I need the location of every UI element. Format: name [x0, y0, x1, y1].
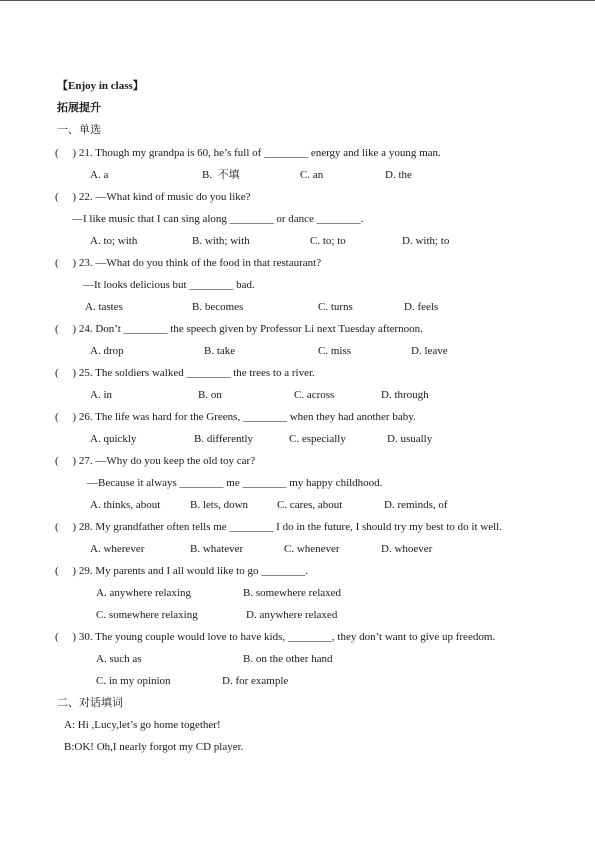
q29-option-d[interactable]: D. anywhere relaxed: [246, 609, 338, 621]
q23-option-c[interactable]: C. turns: [318, 301, 353, 313]
question-23-stem: ( ) 23. —What do you think of the food in that restaurant?: [55, 257, 322, 269]
question-26-stem: ( ) 26. The life was hard for the Greens, ________ when they had another baby.: [55, 411, 416, 423]
q25-option-b[interactable]: B. on: [198, 389, 222, 401]
q26-option-d[interactable]: D. usually: [387, 433, 433, 445]
q27-option-a[interactable]: A. thinks, about: [90, 499, 161, 511]
enjoy-in-class-heading: 【Enjoy in class】: [57, 80, 144, 92]
q24-option-a[interactable]: A. drop: [90, 345, 124, 357]
question-23-response: —It looks delicious but ________ bad.: [83, 279, 255, 291]
q27-option-d[interactable]: D. reminds, of: [384, 499, 448, 511]
q21-option-a[interactable]: A. a: [90, 169, 109, 181]
q25-option-c[interactable]: C. across: [294, 389, 335, 401]
q30-option-a[interactable]: A. such as: [96, 653, 142, 665]
section-single-choice-heading: 一、单选: [57, 124, 101, 136]
q29-option-a[interactable]: A. anywhere relaxing: [96, 587, 191, 599]
q22-option-a[interactable]: A. to; with: [90, 235, 138, 247]
question-24-stem: ( ) 24. Don’t ________ the speech given by Professor Li next Tuesday afternoon.: [55, 323, 423, 335]
question-27-response: —Because it always ________ me ________ my happy childhood.: [87, 477, 383, 489]
page-top-border: [0, 0, 595, 1]
q28-option-b[interactable]: B. whatever: [190, 543, 244, 555]
question-30-stem: ( ) 30. The young couple would love to have kids, ________, they don’t want to give up freedom.: [55, 631, 496, 643]
q25-option-a[interactable]: A. in: [90, 389, 112, 401]
q23-option-b[interactable]: B. becomes: [192, 301, 244, 313]
q25-option-d[interactable]: D. through: [381, 389, 429, 401]
q22-option-d[interactable]: D. with; to: [402, 235, 450, 247]
q23-option-d[interactable]: D. feels: [404, 301, 439, 313]
question-22-response: —I like music that I can sing along ________ or dance ________.: [72, 213, 364, 225]
q30-option-c[interactable]: C. in my opinion: [96, 675, 171, 687]
q26-option-c[interactable]: C. especially: [289, 433, 346, 445]
q22-option-b[interactable]: B. with; with: [192, 235, 250, 247]
dialogue-line-b: B:OK! Oh,I nearly forgot my CD player.: [64, 741, 244, 753]
section-dialogue-heading: 二、对话填词: [57, 697, 123, 709]
question-29-stem: ( ) 29. My parents and I all would like to go ________.: [55, 565, 308, 577]
q30-option-d[interactable]: D. for example: [222, 675, 289, 687]
q29-option-c[interactable]: C. somewhere relaxing: [96, 609, 198, 621]
q28-option-a[interactable]: A. wherever: [90, 543, 145, 555]
q24-option-d[interactable]: D. leave: [411, 345, 448, 357]
question-27-stem: ( ) 27. —Why do you keep the old toy car?: [55, 455, 256, 467]
q27-option-c[interactable]: C. cares, about: [277, 499, 343, 511]
q26-option-b[interactable]: B. differently: [194, 433, 254, 445]
q26-option-a[interactable]: A. quickly: [90, 433, 137, 445]
question-22-stem: ( ) 22. —What kind of music do you like?: [55, 191, 251, 203]
q21-option-d[interactable]: D. the: [385, 169, 412, 181]
q29-option-b[interactable]: B. somewhere relaxed: [243, 587, 342, 599]
q28-option-c[interactable]: C. whenever: [284, 543, 340, 555]
q30-option-b[interactable]: B. on the other hand: [243, 653, 333, 665]
q27-option-b[interactable]: B. lets, down: [190, 499, 249, 511]
question-21-stem: ( ) 21. Though my grandpa is 60, he’s full of ________ energy and like a young man.: [55, 147, 441, 159]
q28-option-d[interactable]: D. whoever: [381, 543, 433, 555]
q24-option-c[interactable]: C. miss: [318, 345, 352, 357]
q22-option-c[interactable]: C. to; to: [310, 235, 346, 247]
q21-option-b[interactable]: B. 不填: [202, 169, 240, 181]
q23-option-a[interactable]: A. tastes: [85, 301, 123, 313]
question-25-stem: ( ) 25. The soldiers walked ________ the trees to a river.: [55, 367, 315, 379]
q21-option-c[interactable]: C. an: [300, 169, 324, 181]
q24-option-b[interactable]: B. take: [204, 345, 236, 357]
extension-heading: 拓展提升: [57, 102, 101, 114]
question-28-stem: ( ) 28. My grandfather often tells me ________ I do in the future, I should try my best to do it well.: [55, 521, 502, 533]
dialogue-line-a: A: Hi ,Lucy,let’s go home together!: [64, 719, 221, 731]
